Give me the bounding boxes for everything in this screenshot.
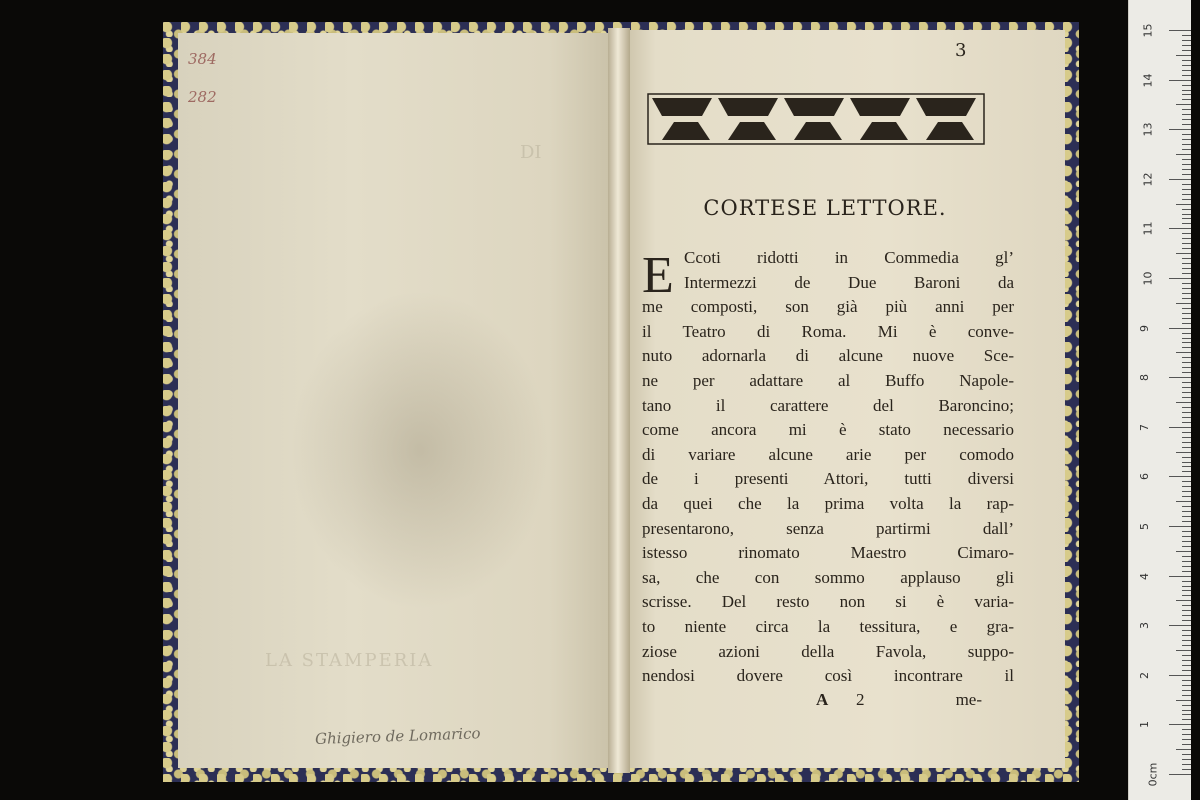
ruler-tick [1169, 30, 1191, 31]
page-footer [642, 690, 1012, 716]
text-line: scrisse. Del resto non si è varia- [642, 592, 1014, 612]
ruler-tick [1182, 263, 1191, 264]
text-line: ziose azioni della Favola, suppo- [642, 641, 1014, 661]
handwritten-signature: Ghigiero de Lomarico [314, 724, 481, 749]
ruler-number: 1 [1138, 721, 1151, 729]
show-through-text: DI [520, 142, 542, 163]
ruler-tick [1182, 109, 1191, 110]
ruler-tick [1182, 645, 1191, 646]
ruler-tick [1182, 521, 1191, 522]
ruler-number: 7 [1138, 423, 1151, 431]
ruler-tick [1182, 759, 1191, 760]
ruler-tick [1169, 625, 1191, 626]
ruler-tick [1182, 75, 1191, 76]
ruler-tick [1182, 223, 1191, 224]
ruler-tick [1182, 308, 1191, 309]
ruler-tick [1169, 328, 1191, 329]
ruler-tick [1169, 278, 1191, 279]
ruler-tick [1182, 610, 1191, 611]
ruler-number: 10 [1141, 271, 1155, 286]
ornament-band [646, 92, 986, 146]
ruler-tick [1182, 620, 1191, 621]
ruler-tick [1182, 94, 1191, 95]
ruler-number: 2 [1138, 671, 1151, 679]
ruler-tick [1182, 298, 1191, 299]
ruler-tick [1182, 531, 1191, 532]
ruler-tick [1169, 129, 1191, 130]
ruler-number: 6 [1138, 473, 1151, 481]
ruler-tick [1182, 466, 1191, 467]
ruler-tick [1182, 184, 1191, 185]
ruler-tick [1182, 288, 1191, 289]
ruler-tick [1182, 630, 1191, 631]
ruler-tick [1182, 710, 1191, 711]
ruler-tick [1182, 590, 1191, 591]
ruler-tick [1182, 481, 1191, 482]
ruler-tick [1176, 452, 1191, 453]
ruler-tick [1182, 189, 1191, 190]
ruler-number: 14 [1141, 73, 1155, 88]
ruler-tick [1182, 114, 1191, 115]
ruler-tick [1182, 50, 1191, 51]
ruler-tick [1182, 362, 1191, 363]
ruler-tick [1182, 70, 1191, 71]
ruler-tick [1182, 635, 1191, 636]
ruler-tick [1182, 164, 1191, 165]
ruler-tick [1182, 506, 1191, 507]
ruler-tick [1182, 60, 1191, 61]
ruler-tick [1182, 382, 1191, 383]
ruler-tick [1176, 352, 1191, 353]
ruler-tick [1182, 442, 1191, 443]
ruler-tick [1182, 90, 1191, 91]
ruler-tick [1182, 347, 1191, 348]
body-text [642, 246, 1014, 689]
ruler-tick [1182, 248, 1191, 249]
ruler-tick [1182, 685, 1191, 686]
text-line: istesso rinomato Maestro Cimaro- [642, 543, 1014, 563]
ruler-tick [1182, 323, 1191, 324]
ruler-tick [1182, 243, 1191, 244]
ruler-tick [1169, 80, 1191, 81]
ruler-tick [1176, 402, 1191, 403]
ruler-tick [1182, 511, 1191, 512]
ruler-tick [1182, 397, 1191, 398]
text-line: di variare alcune arie per comodo [642, 444, 1014, 464]
ruler-tick [1169, 724, 1191, 725]
ruler-tick [1182, 754, 1191, 755]
ruler-tick [1182, 119, 1191, 120]
ruler-tick [1182, 561, 1191, 562]
ruler-tick [1182, 45, 1191, 46]
ruler-tick [1182, 714, 1191, 715]
ruler-tick [1182, 655, 1191, 656]
ruler-tick [1182, 586, 1191, 587]
measurement-ruler [1128, 0, 1191, 800]
ruler-tick [1182, 233, 1191, 234]
ruler-tick [1182, 357, 1191, 358]
ruler-tick [1182, 764, 1191, 765]
ruler-tick [1182, 283, 1191, 284]
ruler-tick [1169, 228, 1191, 229]
text-line: ne per adattare al Buffo Napole- [642, 370, 1014, 390]
ruler-tick [1176, 501, 1191, 502]
ruler-tick [1182, 387, 1191, 388]
ruler-tick [1182, 571, 1191, 572]
ruler-tick [1182, 214, 1191, 215]
ruler-tick [1182, 124, 1191, 125]
ruler-tick [1182, 491, 1191, 492]
ruler-tick [1182, 432, 1191, 433]
ruler-tick [1176, 600, 1191, 601]
ruler-tick [1169, 675, 1191, 676]
ruler-tick [1182, 159, 1191, 160]
ruler-tick [1182, 734, 1191, 735]
book-gutter [608, 28, 630, 773]
ruler-tick [1182, 556, 1191, 557]
ruler-tick [1182, 437, 1191, 438]
ruler-tick [1182, 194, 1191, 195]
ruler-tick [1182, 85, 1191, 86]
ruler-tick [1182, 40, 1191, 41]
ruler-tick [1182, 447, 1191, 448]
ruler-tick [1169, 476, 1191, 477]
ruler-tick [1182, 367, 1191, 368]
ruler-tick [1182, 169, 1191, 170]
ruler-tick [1176, 551, 1191, 552]
ruler-tick [1169, 377, 1191, 378]
ruler-number: 0cm [1146, 762, 1160, 787]
ruler-tick [1182, 690, 1191, 691]
ruler-tick [1182, 541, 1191, 542]
ruler-tick [1176, 749, 1191, 750]
ruler-tick [1182, 462, 1191, 463]
ruler-number: 5 [1138, 523, 1151, 530]
ruler-tick [1182, 546, 1191, 547]
ruler-tick [1169, 576, 1191, 577]
text-line: to niente circa la tessitura, e gra- [642, 616, 1014, 636]
text-line: nendosi dovere così incontrare il [642, 666, 1014, 686]
ruler-tick [1169, 774, 1191, 775]
ruler-tick [1176, 650, 1191, 651]
ruler-tick [1182, 392, 1191, 393]
text-line: de i presenti Attori, tutti diversi [642, 469, 1014, 489]
ruler-tick [1182, 35, 1191, 36]
ruler-tick [1182, 238, 1191, 239]
ruler-tick [1182, 144, 1191, 145]
ruler-tick [1176, 154, 1191, 155]
ruler-tick [1182, 268, 1191, 269]
ruler-tick [1182, 769, 1191, 770]
ruler-tick [1182, 338, 1191, 339]
ruler-tick [1182, 595, 1191, 596]
text-line: come ancora mi è stato necessario [642, 420, 1014, 440]
text-line: Intermezzi de Due Baroni da [684, 272, 1014, 292]
page-number: 3 [955, 40, 967, 61]
ruler-tick [1182, 318, 1191, 319]
ruler-tick [1182, 174, 1191, 175]
ruler-tick [1176, 55, 1191, 56]
ruler-tick [1182, 665, 1191, 666]
ruler-tick [1182, 605, 1191, 606]
signature-number: 2 [856, 690, 865, 709]
ruler-tick [1182, 496, 1191, 497]
ruler-tick [1182, 199, 1191, 200]
ruler-number: 11 [1141, 221, 1155, 236]
ruler-tick [1182, 149, 1191, 150]
pencil-note-second: 282 [188, 88, 217, 106]
ruler-number: 8 [1138, 374, 1151, 382]
ruler-tick [1182, 739, 1191, 740]
ruler-tick [1182, 581, 1191, 582]
ruler-tick [1182, 139, 1191, 140]
pencil-note-top: 384 [188, 50, 217, 68]
ruler-tick [1182, 258, 1191, 259]
ruler-tick [1182, 471, 1191, 472]
drop-cap: E [642, 247, 674, 304]
text-line: il Teatro di Roma. Mi è conve- [642, 321, 1014, 341]
ruler-tick [1169, 179, 1191, 180]
ruler-tick [1182, 615, 1191, 616]
ruler-tick [1182, 412, 1191, 413]
ruler-tick [1182, 293, 1191, 294]
text-line: sa, che con sommo applauso gli [642, 567, 1014, 587]
show-through-ornament [290, 290, 550, 610]
catchword: me- [955, 690, 982, 709]
ruler-tick [1182, 273, 1191, 274]
ruler-tick [1182, 372, 1191, 373]
ruler-tick [1182, 516, 1191, 517]
ruler-tick [1176, 303, 1191, 304]
ruler-tick [1182, 566, 1191, 567]
ruler-tick [1182, 99, 1191, 100]
ruler-tick [1182, 536, 1191, 537]
ruler-tick [1182, 705, 1191, 706]
ruler-tick [1182, 209, 1191, 210]
ruler-number: 13 [1141, 122, 1155, 137]
ruler-tick [1182, 640, 1191, 641]
ruler-tick [1176, 204, 1191, 205]
text-line: tano il carattere del Baroncino; [642, 395, 1014, 415]
ruler-tick [1182, 680, 1191, 681]
ruler-tick [1182, 313, 1191, 314]
ruler-tick [1182, 65, 1191, 66]
ruler-tick [1182, 660, 1191, 661]
ruler-tick [1182, 134, 1191, 135]
ruler-tick [1182, 218, 1191, 219]
ruler-tick [1182, 729, 1191, 730]
ruler-tick [1169, 526, 1191, 527]
page-heading: CORTESE LETTORE. [703, 196, 947, 220]
ruler-tick [1176, 253, 1191, 254]
text-line: Ccoti ridotti in Commedia gl’ [684, 248, 1014, 267]
ruler-tick [1182, 457, 1191, 458]
ruler-tick [1176, 700, 1191, 701]
ruler-tick [1176, 104, 1191, 105]
ruler-number: 15 [1141, 23, 1155, 38]
text-line: da quei che la prima volta la rap- [642, 493, 1014, 513]
ruler-tick [1182, 744, 1191, 745]
ruler-number: 9 [1138, 324, 1151, 332]
text-line: presentarono, senza partirmi dall’ [642, 518, 1014, 538]
ruler-tick [1169, 427, 1191, 428]
ruler-tick [1182, 486, 1191, 487]
ruler-tick [1182, 719, 1191, 720]
show-through-imprint: LA STAMPERIA [265, 650, 434, 671]
ruler-tick [1182, 695, 1191, 696]
text-line: me composti, son già più anni per [642, 297, 1014, 317]
ruler-tick [1182, 422, 1191, 423]
ruler-number: 12 [1141, 172, 1155, 187]
ruler-tick [1182, 342, 1191, 343]
ruler-tick [1182, 333, 1191, 334]
ruler-tick [1182, 417, 1191, 418]
signature-mark: A [816, 690, 829, 709]
ruler-number: 4 [1138, 572, 1151, 580]
text-line: nuto adornarla di alcune nuove Sce- [642, 346, 1014, 366]
ruler-number: 3 [1138, 622, 1151, 630]
ruler-tick [1182, 670, 1191, 671]
ruler-tick [1182, 407, 1191, 408]
